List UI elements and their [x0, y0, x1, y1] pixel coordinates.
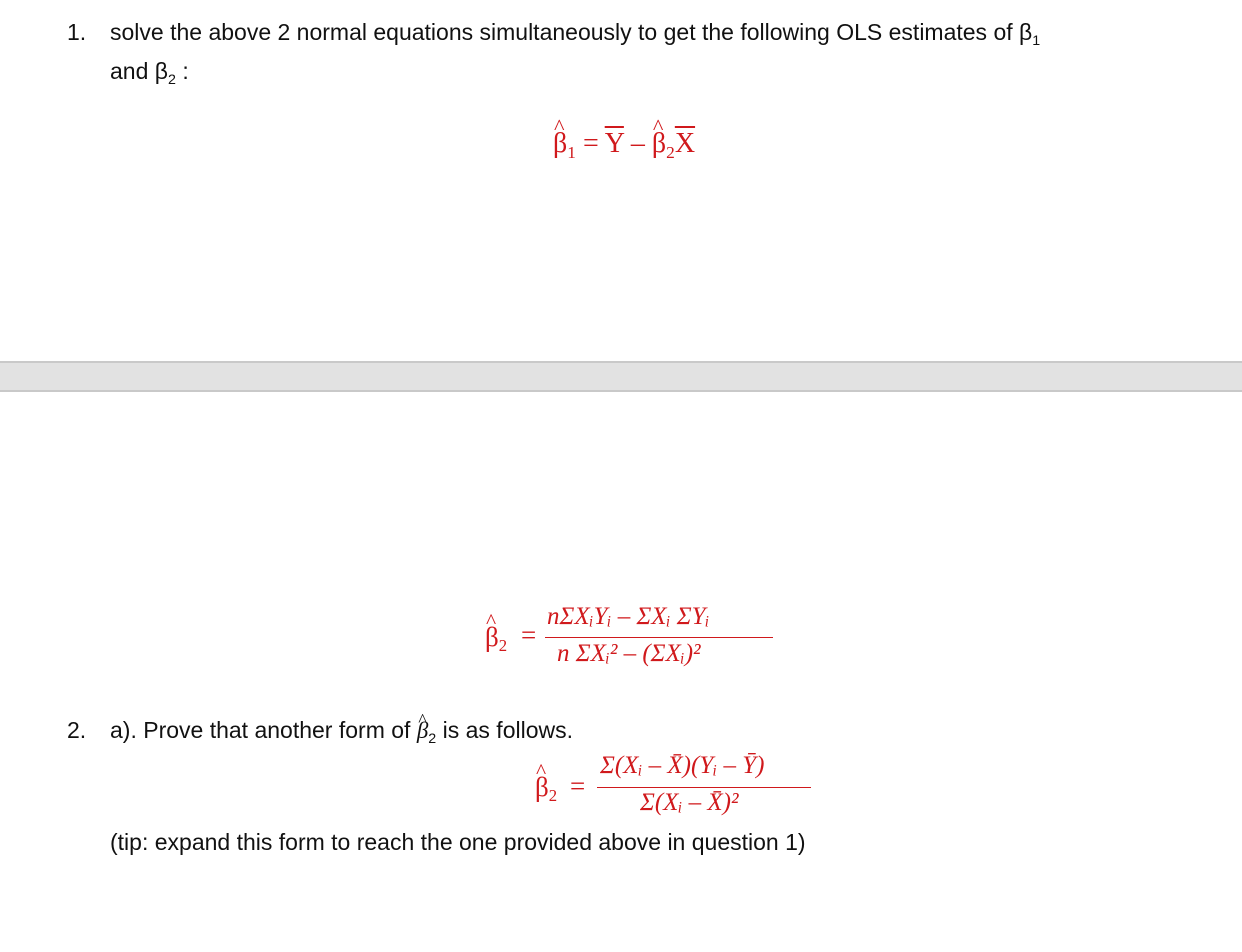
- formula-beta2-alt-denominator: Σ(Xᵢ – X̄)²: [640, 789, 739, 816]
- formula-beta2-lhs: [485, 622, 508, 656]
- beta-hat-subscript-2: 2: [666, 142, 675, 162]
- beta-hat-symbol: ^ β: [553, 128, 567, 160]
- beta2-subscript: 2: [168, 71, 176, 88]
- formula-beta2-alt-equals: =: [570, 771, 586, 801]
- beta2-hat-symbol: ^ β: [485, 622, 499, 653]
- question-2-beta-subscript: 2: [428, 730, 437, 747]
- question-2-tip: (tip: expand this form to reach the one provided above in question 1): [110, 829, 806, 855]
- minus-sign: –: [623, 128, 652, 159]
- x-bar-symbol: $\overline{X}$: [674, 128, 696, 159]
- beta-hat-subscript-1: 1: [567, 142, 576, 162]
- question-2-line: [110, 714, 573, 750]
- question-2-text-b: is as follows.: [436, 717, 573, 743]
- question-2-beta-hat: ^ β: [417, 715, 428, 747]
- question-2-text-a: a). Prove that another form of: [110, 717, 417, 743]
- formula-beta2-alt-numerator: Σ(Xᵢ – X̄)(Yᵢ – Ȳ): [600, 752, 765, 779]
- page-divider: [0, 361, 1242, 392]
- question-1-line-1: [110, 16, 1040, 52]
- question-1-colon: :: [175, 58, 189, 84]
- formula-beta1: [553, 128, 695, 160]
- formula-beta2-numerator: nΣXᵢYᵢ – ΣXᵢ ΣYᵢ: [547, 603, 710, 630]
- formula-beta2-alt-fraction-bar: [597, 787, 811, 788]
- question-1-line-2-text: and β: [110, 58, 168, 84]
- equals-sign: =: [575, 128, 605, 159]
- question-1-number: 1.: [67, 19, 87, 45]
- beta2-alt-hat-symbol: ^ β: [535, 772, 549, 803]
- beta1-subscript: 1: [1032, 32, 1041, 49]
- question-1-text: solve the above 2 normal equations simultaneously to get the following OLS estimates of β: [110, 19, 1033, 45]
- question-1-line-2: [110, 55, 189, 91]
- beta2-alt-hat-subscript: 2: [548, 786, 558, 806]
- formula-beta2-denominator: n ΣXᵢ² – (ΣXᵢ)²: [557, 640, 701, 667]
- formula-beta2-fraction-bar: [545, 637, 773, 638]
- formula-beta2-equals: =: [521, 620, 537, 650]
- question-2-number: 2.: [67, 717, 87, 743]
- y-bar-symbol: $\overline{Y}$: [604, 128, 624, 159]
- beta2-hat-subscript: 2: [498, 636, 508, 656]
- formula-beta2-alt-lhs: [535, 772, 558, 806]
- beta-hat-2-symbol: ^ β: [652, 128, 666, 160]
